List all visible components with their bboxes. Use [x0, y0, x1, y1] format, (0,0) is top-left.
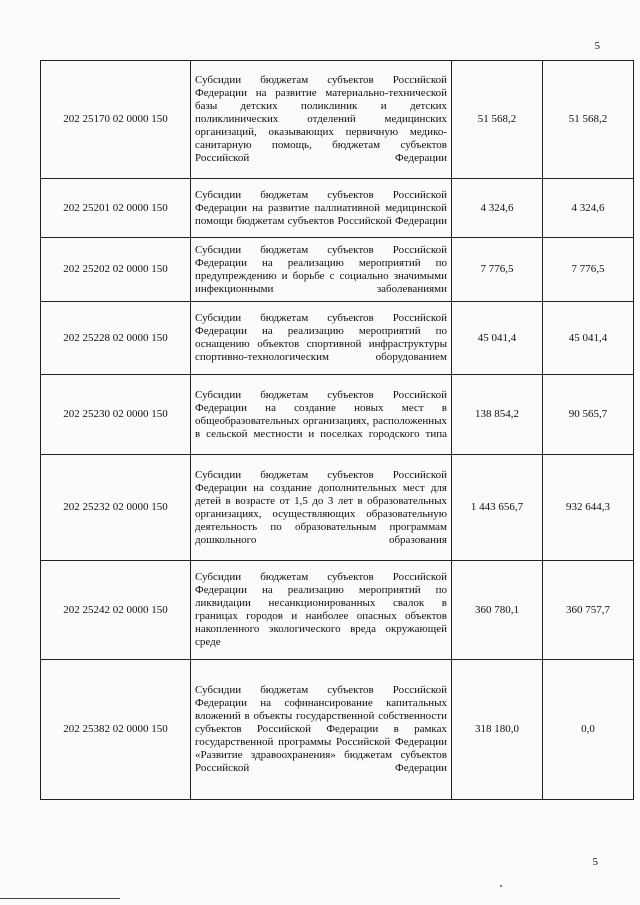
table-row [41, 302, 634, 375]
table-row [41, 375, 634, 455]
description-cell: Субсидии бюджетам субъектов Российской Федерации на развитие материально-технической базы детских поликлиник и детских поликлинических отделений медицинских организаций, оказывающих первичную медико-санитарную помощь, бюджетам субъектов Российской Федерации [191, 61, 452, 179]
budget-code-cell: 202 25242 02 0000 150 [41, 561, 191, 660]
amount-cell-1: 45 041,4 [452, 302, 543, 375]
table-row [41, 455, 634, 561]
subsidies-table [40, 60, 634, 800]
budget-code-cell: 202 25228 02 0000 150 [41, 302, 191, 375]
description-cell: Субсидии бюджетам субъектов Российской Федерации на реализацию мероприятий по оснащению объектов спортивной инфраструктуры спортивно-технологическим оборудованием [191, 302, 452, 375]
amount-cell-2: 932 644,3 [543, 455, 634, 561]
table-row [41, 660, 634, 800]
amount-cell-2: 4 324,6 [543, 179, 634, 238]
description-cell: Субсидии бюджетам субъектов Российской Федерации на реализацию мероприятий по предупреждению и борьбе с социально значимыми инфекционными заболеваниями [191, 238, 452, 302]
table-row [41, 61, 634, 179]
amount-cell-1: 51 568,2 [452, 61, 543, 179]
scan-artifact-line [0, 898, 120, 899]
description-cell: Субсидии бюджетам субъектов Российской Федерации на софинансирование капитальных вложений в объекты государственной собственности субъектов Российской Федерации в рамках государственной программы Российской Федерации «Развитие здравоохранения» бюджетам субъектов Российской Федерации [191, 660, 452, 800]
description-cell: Субсидии бюджетам субъектов Российской Федерации на развитие паллиативной медицинской помощи бюджетам субъектов Российской Федерации [191, 179, 452, 238]
budget-code-cell: 202 25230 02 0000 150 [41, 375, 191, 455]
amount-cell-2: 51 568,2 [543, 61, 634, 179]
table-row [41, 238, 634, 302]
budget-code-cell: 202 25170 02 0000 150 [41, 61, 191, 179]
budget-code-cell: 202 25202 02 0000 150 [41, 238, 191, 302]
amount-cell-2: 90 565,7 [543, 375, 634, 455]
budget-code-cell: 202 25201 02 0000 150 [41, 179, 191, 238]
amount-cell-1: 318 180,0 [452, 660, 543, 800]
budget-code-cell: 202 25232 02 0000 150 [41, 455, 191, 561]
amount-cell-1: 138 854,2 [452, 375, 543, 455]
description-cell: Субсидии бюджетам субъектов Российской Федерации на создание дополнительных мест для детей в возрасте от 1,5 до 3 лет в образовательных организациях, осуществляющих образовательную деятельность по образовательным программам дошкольного образования [191, 455, 452, 561]
amount-cell-2: 360 757,7 [543, 561, 634, 660]
table-row [41, 179, 634, 238]
scan-artifact-dot [500, 885, 502, 887]
page-number-bottom: 5 [592, 856, 598, 868]
description-cell: Субсидии бюджетам субъектов Российской Федерации на создание новых мест в общеобразовательных организациях, расположенных в сельской местности и поселках городского типа [191, 375, 452, 455]
amount-cell-1: 7 776,5 [452, 238, 543, 302]
amount-cell-2: 7 776,5 [543, 238, 634, 302]
amount-cell-2: 45 041,4 [543, 302, 634, 375]
page-number-top: 5 [594, 40, 600, 52]
amount-cell-2: 0,0 [543, 660, 634, 800]
amount-cell-1: 360 780,1 [452, 561, 543, 660]
amount-cell-1: 4 324,6 [452, 179, 543, 238]
budget-code-cell: 202 25382 02 0000 150 [41, 660, 191, 800]
description-cell: Субсидии бюджетам субъектов Российской Федерации на реализацию мероприятий по ликвидации несанкционированных свалок в границах городов и наиболее опасных объектов накопленного экологического вреда окружающей среде [191, 561, 452, 660]
amount-cell-1: 1 443 656,7 [452, 455, 543, 561]
table-row [41, 561, 634, 660]
